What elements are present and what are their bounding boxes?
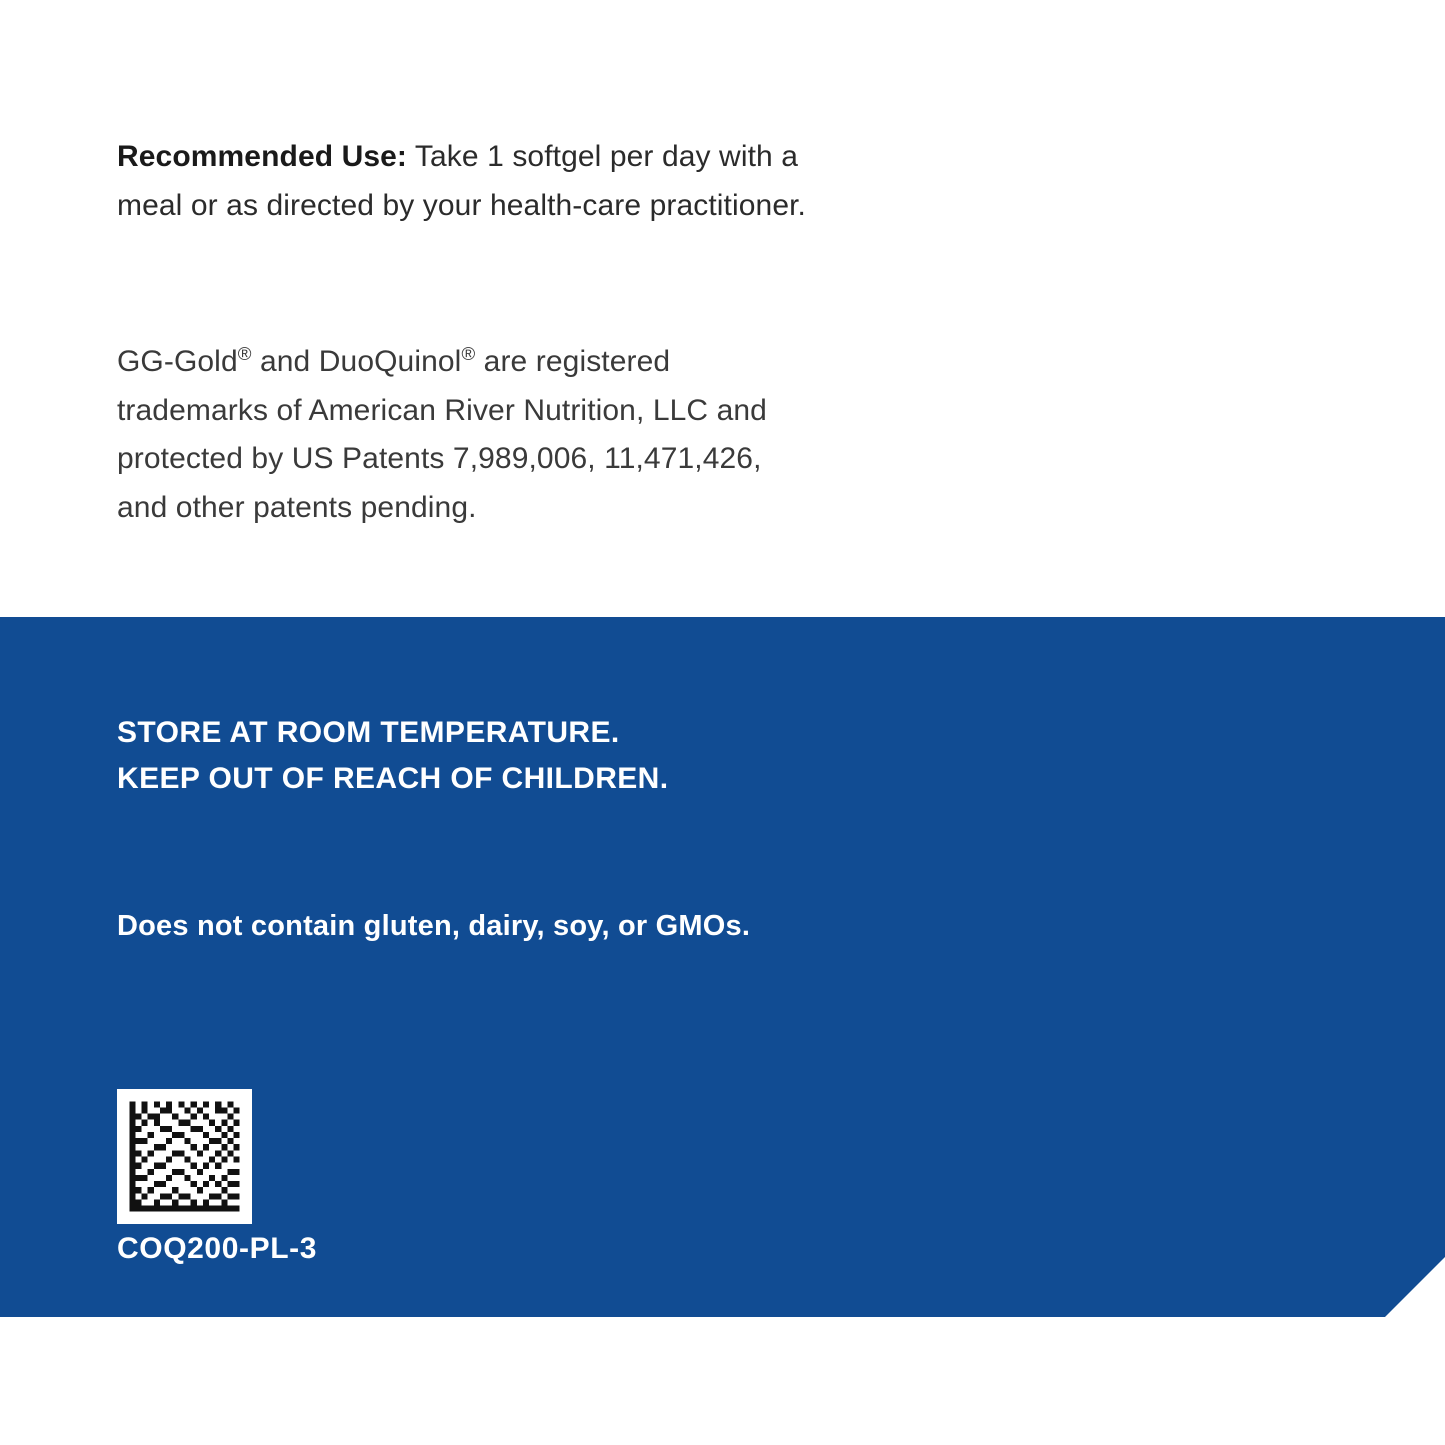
blue-info-section xyxy=(0,617,1445,1317)
data-matrix-code-icon xyxy=(117,1089,252,1224)
corner-notch-decoration xyxy=(1385,1257,1445,1317)
storage-line-2: KEEP OUT OF REACH OF CHILDREN. xyxy=(117,761,669,795)
trademark-text-pre: GG-Gold xyxy=(117,345,238,378)
recommended-use-block xyxy=(117,133,837,230)
recommended-use-text: Take 1 softgel per day with a meal or as directed by your health-care practitioner. xyxy=(117,140,806,222)
trademark-notice xyxy=(117,338,817,532)
recommended-use-heading: Recommended Use: xyxy=(117,140,408,173)
registered-mark-icon-1: ® xyxy=(237,343,252,364)
storage-instructions xyxy=(117,710,668,801)
allergen-statement: Does not contain gluten, dairy, soy, or GMOs. xyxy=(117,910,751,942)
white-info-section xyxy=(0,0,1445,617)
product-code-block xyxy=(117,1089,317,1266)
trademark-text-post: are registered trademarks of American River Nutrition, LLC and protected by US Patents 7,989,006, 11,471,426, and other patents pending. xyxy=(117,345,767,524)
product-code-id: COQ200-PL-3 xyxy=(117,1232,317,1265)
storage-line-1: STORE AT ROOM TEMPERATURE. xyxy=(117,716,620,749)
registered-mark-icon-2: ® xyxy=(461,343,476,364)
trademark-text-mid: and DuoQuinol xyxy=(251,345,462,378)
